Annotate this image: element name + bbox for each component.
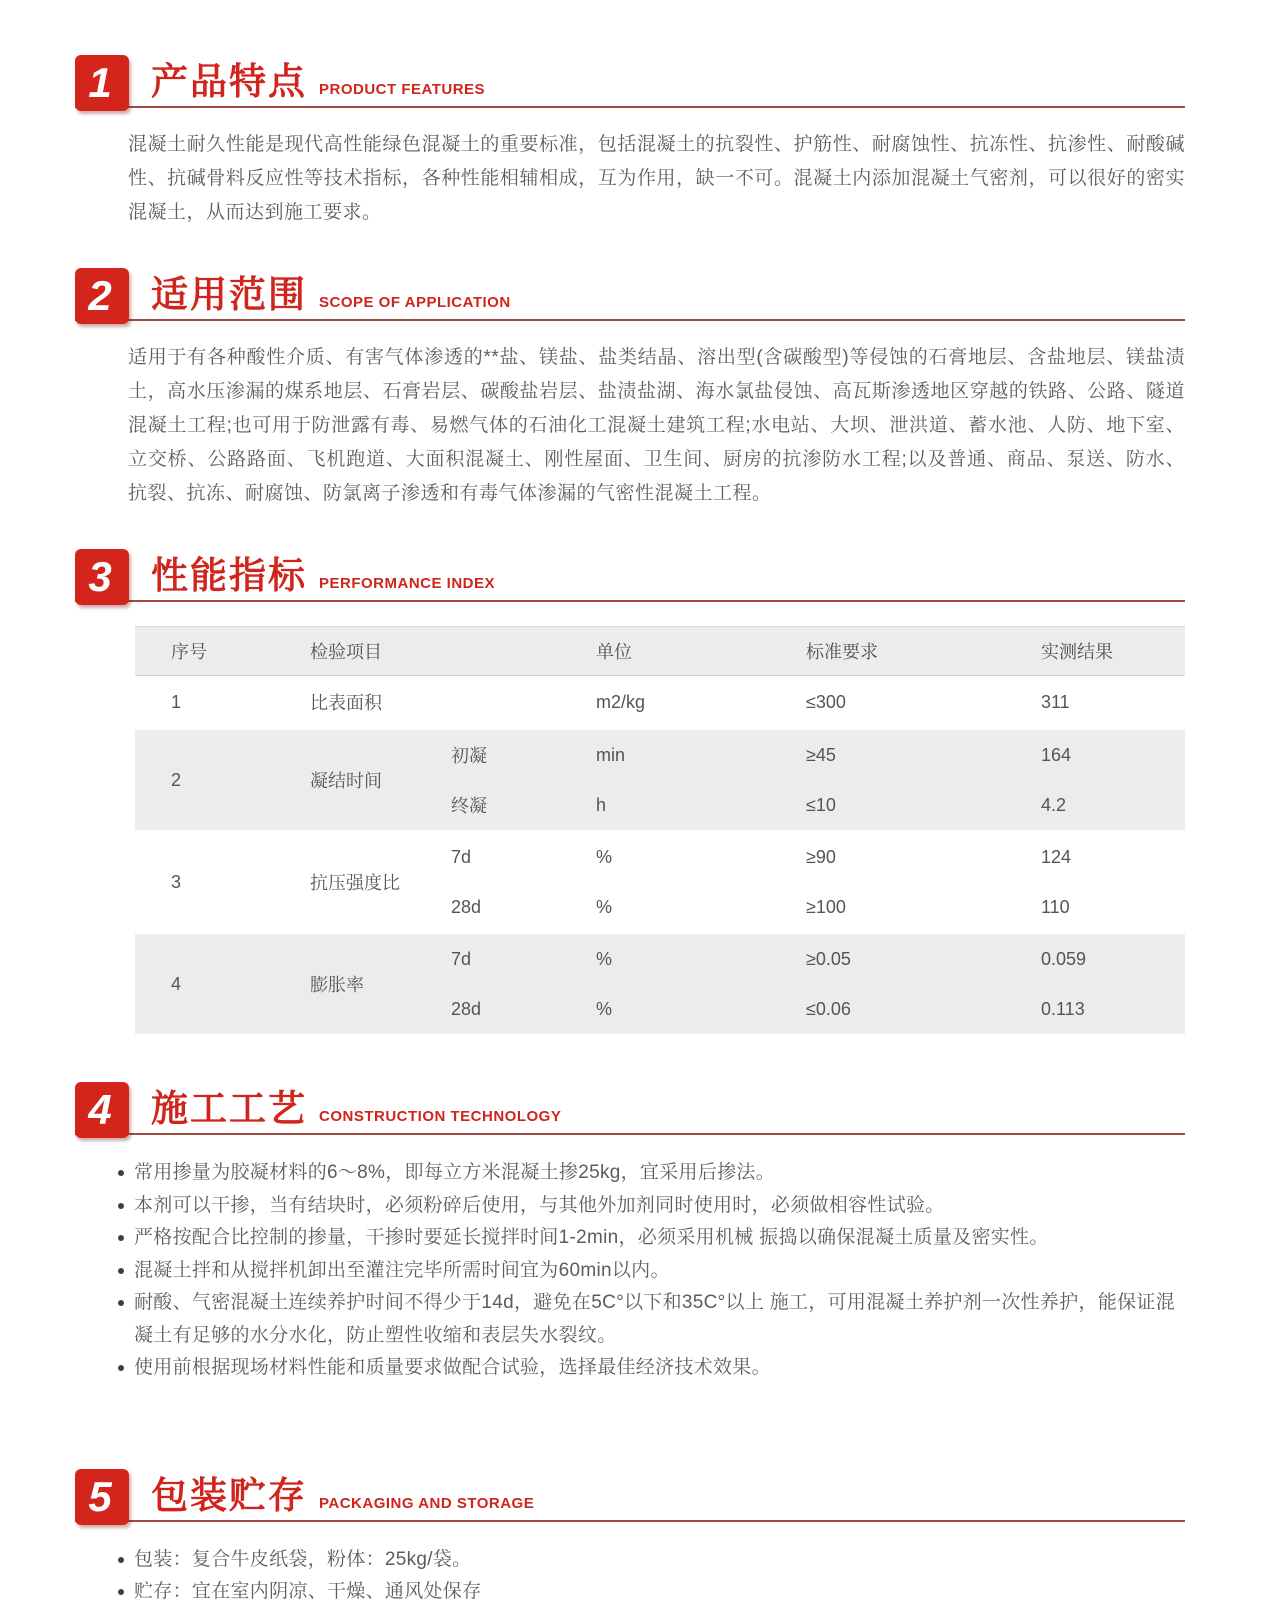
table-row-group bbox=[135, 730, 1185, 830]
section-2-header bbox=[75, 268, 1185, 321]
row-no: 4 bbox=[171, 973, 182, 994]
bullet-text: 混凝土拌和从搅拌机卸出至灌注完毕所需时间宜为60min以内。 bbox=[134, 1259, 670, 1281]
bullet-item bbox=[118, 1576, 1185, 1609]
section-5-number-badge: 5 bbox=[75, 1469, 129, 1525]
section-4-subtitle: CONSTRUCTION TECHNOLOGY bbox=[319, 1108, 562, 1125]
col-header-requirement: 标准要求 bbox=[806, 642, 878, 662]
row-item: 抗压强度比 bbox=[310, 873, 400, 893]
section-1-title: 产品特点 bbox=[151, 61, 307, 102]
row-item: 比表面积 bbox=[310, 693, 382, 713]
row-result: 0.113 bbox=[1041, 998, 1085, 1019]
bullet-text: 本剂可以干掺，当有结块时，必须粉碎后使用，与其他外加剂同时使用时，必须做相容性试验。 bbox=[134, 1194, 945, 1216]
section-3-number-badge: 3 bbox=[75, 549, 129, 605]
row-no: 2 bbox=[171, 769, 182, 790]
row-requirement: ≤10 bbox=[806, 794, 836, 815]
packaging-bullet-list bbox=[118, 1544, 1185, 1609]
row-requirement: ≥45 bbox=[806, 744, 836, 765]
col-header-unit: 单位 bbox=[596, 642, 632, 662]
row-unit: m2/kg bbox=[596, 691, 646, 712]
row-unit: min bbox=[596, 744, 626, 765]
col-header-sub bbox=[425, 627, 570, 675]
bullet-icon bbox=[118, 1268, 124, 1274]
table-row-group bbox=[135, 934, 1185, 1034]
bullet-text: 贮存：宜在室内阴凉、干燥、通风处保存 bbox=[134, 1581, 482, 1602]
section-1-paragraph: 混凝土耐久性能是现代高性能绿色混凝土的重要标准，包括混凝土的抗裂性、护筋性、耐腐蚀性、抗冻性、抗渗性、耐酸碱性、抗碱骨料反应性等技术指标，各种性能相辅相成，互为作用，缺一不可。混凝土内添加混凝土气密剂，可以很好的密实混凝土，从而达到施工要求。 bbox=[128, 134, 1185, 223]
row-sub: 终凝 bbox=[451, 796, 487, 816]
table-row-group bbox=[135, 832, 1185, 932]
col-header-no: 序号 bbox=[171, 642, 207, 662]
section-5-header bbox=[75, 1469, 1185, 1522]
row-result: 110 bbox=[1041, 896, 1070, 917]
row-requirement: ≤300 bbox=[806, 691, 846, 712]
row-result: 0.059 bbox=[1041, 948, 1087, 969]
bullet-icon bbox=[118, 1300, 124, 1306]
section-1-number-badge: 1 bbox=[75, 55, 129, 111]
row-requirement: ≥90 bbox=[806, 846, 836, 867]
section-2-number-badge: 2 bbox=[75, 268, 129, 324]
row-no: 1 bbox=[171, 691, 182, 712]
bullet-item bbox=[118, 1190, 1185, 1223]
bullet-item bbox=[118, 1352, 1185, 1385]
row-sub bbox=[425, 676, 570, 728]
section-2-paragraph: 适用于有各种酸性介质、有害气体渗透的**盐、镁盐、盐类结晶、溶出型(含碳酸型)等侵蚀的石膏地层、含盐地层、镁盐渍土，高水压渗漏的煤系地层、石膏岩层、碳酸盐岩层、盐渍盐湖、海水氯盐侵蚀、高瓦斯渗透地区穿越的铁路、公路、隧道混凝土工程;也可用于防泄露有毒、易燃气体的石油化工混凝土建筑工程;水电站、大坝、泄洪道、蓄水池、人防、地下室、立交桥、公路路面、飞机跑道、大面积混凝土、刚性屋面、卫生间、厨房的抗渗防水工程;以及普通、商品、泵送、防水、抗裂、抗冻、耐腐蚀、防氯离子渗透和有毒气体渗漏的气密性混凝土工程。 bbox=[128, 347, 1185, 504]
row-sub: 28d bbox=[451, 896, 482, 917]
section-3-title: 性能指标 bbox=[151, 555, 307, 596]
row-unit: % bbox=[596, 998, 613, 1019]
bullet-icon bbox=[118, 1170, 124, 1176]
row-result: 164 bbox=[1041, 744, 1072, 765]
bullet-text: 严格按配合比控制的掺量，干掺时要延长搅拌时间1-2min，必须采用机械 振捣以确保混凝土质量及密实性。 bbox=[134, 1227, 1049, 1248]
bullet-text: 包装：复合牛皮纸袋，粉体：25kg/袋。 bbox=[134, 1548, 472, 1570]
bullet-text: 使用前根据现场材料性能和质量要求做配合试验，选择最佳经济技术效果。 bbox=[134, 1357, 771, 1378]
bullet-icon bbox=[118, 1235, 124, 1241]
section-2-subtitle: SCOPE OF APPLICATION bbox=[319, 294, 511, 311]
bullet-item bbox=[118, 1157, 1185, 1190]
section-5-title: 包装贮存 bbox=[151, 1474, 307, 1516]
section-5-subtitle: PACKAGING AND STORAGE bbox=[319, 1494, 535, 1512]
bullet-text: 常用掺量为胶凝材料的6～8%，即每立方米混凝土掺25kg，宜采用后掺法。 bbox=[134, 1162, 776, 1183]
bullet-item bbox=[118, 1255, 1185, 1288]
row-sub: 7d bbox=[451, 846, 472, 867]
row-no: 3 bbox=[171, 871, 182, 892]
row-sub: 28d bbox=[451, 998, 482, 1019]
row-result: 311 bbox=[1041, 691, 1070, 712]
row-requirement: ≥0.05 bbox=[806, 948, 851, 969]
row-result: 4.2 bbox=[1041, 794, 1067, 815]
row-unit: % bbox=[596, 948, 613, 969]
section-4-header bbox=[75, 1082, 1185, 1135]
bullet-item bbox=[118, 1287, 1185, 1352]
row-unit: % bbox=[596, 846, 613, 867]
bullet-text: 耐酸、气密混凝土连续养护时间不得少于14d，避免在5C°以下和35C°以上 施工，可用混凝土养护剂一次性养护，能保证混凝土有足够的水分水化，防止塑性收缩和表层失水裂纹。 bbox=[134, 1292, 1176, 1346]
construction-bullet-list bbox=[118, 1157, 1185, 1385]
bullet-icon bbox=[118, 1589, 124, 1595]
row-result: 124 bbox=[1041, 846, 1072, 867]
section-3-subtitle: PERFORMANCE INDEX bbox=[319, 575, 496, 592]
bullet-icon bbox=[118, 1203, 124, 1209]
row-unit: h bbox=[596, 794, 607, 815]
table-row bbox=[135, 676, 1185, 728]
row-sub: 初凝 bbox=[451, 746, 487, 766]
row-requirement: ≤0.06 bbox=[806, 998, 851, 1019]
section-3-header bbox=[75, 549, 1185, 602]
performance-table bbox=[135, 626, 1185, 1034]
section-1-header bbox=[75, 55, 1185, 108]
row-unit: % bbox=[596, 896, 613, 917]
section-1-subtitle: PRODUCT FEATURES bbox=[319, 81, 486, 98]
row-item: 膨胀率 bbox=[310, 975, 364, 995]
table-header-row bbox=[135, 626, 1185, 676]
bullet-item bbox=[118, 1222, 1185, 1255]
row-requirement: ≥100 bbox=[806, 896, 846, 917]
row-item: 凝结时间 bbox=[310, 771, 382, 791]
section-2-title: 适用范围 bbox=[151, 274, 307, 315]
col-header-result: 实测结果 bbox=[1041, 642, 1113, 662]
col-header-item: 检验项目 bbox=[310, 642, 382, 662]
section-4-title: 施工工艺 bbox=[151, 1088, 307, 1129]
bullet-icon bbox=[118, 1365, 124, 1371]
section-4-number-badge: 4 bbox=[75, 1082, 129, 1138]
bullet-icon bbox=[118, 1557, 124, 1563]
row-sub: 7d bbox=[451, 948, 472, 969]
bullet-item bbox=[118, 1544, 1185, 1577]
